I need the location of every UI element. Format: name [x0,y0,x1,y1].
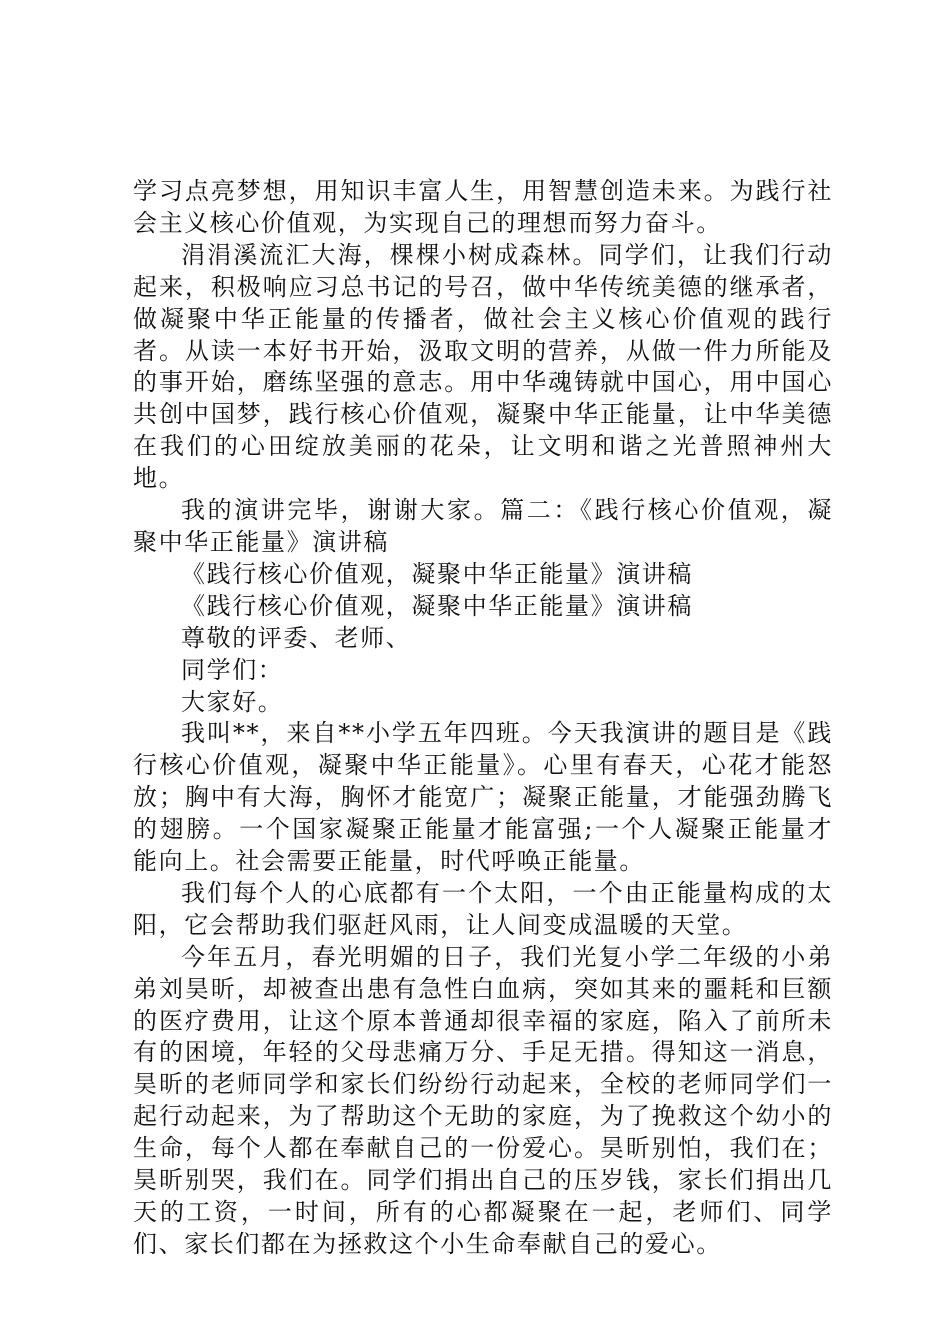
greeting: 大家好。 [181,687,284,716]
speech-title-1: 《践行核心价值观，凝聚中华正能量》演讲稿 [181,559,693,588]
document-body [133,176,833,1261]
paragraph-2: 涓涓溪流汇大海，棵棵小树成森林。同学们，让我们行动起来，积极响应习总书记的号召，做中华传统美德的继承者，做凝聚中华正能量的传播者，做社会主义核心价值观的践行者。从读一本好书开始，汲取文明的营养，从做一件力所能及的事开始，磨练坚强的意志。用中华魂铸就中国心，用中国心共创中国梦，践行核心价值观，凝聚中华正能量，让中华美德在我们的心田绽放美丽的花朵，让文明和谐之光普照神州大地。 [133,240,833,493]
paragraph-3: 我的演讲完毕，谢谢大家。篇二：《践行核心价值观，凝聚中华正能量》演讲稿 [133,496,833,556]
paragraph-11: 今年五月，春光明媚的日子，我们光复小学二年级的小弟弟刘昊昕，却被查出患有急性白血病，突如其来的噩耗和巨额的医疗费用，让这个原本普通却很幸福的家庭，陷入了前所未有的困境，年轻的父母悲痛万分、手足无措。得知这一消息，昊昕的老师同学和家长们纷纷行动起来，全校的老师同学们一起行动起来，为了帮助这个无助的家庭，为了挽救这个幼小的生命，每个人都在奉献自己的一份爱心。昊昕别怕，我们在；昊昕别哭，我们在。同学们捐出自己的压岁钱，家长们捐出几天的工资，一时间，所有的心都凝聚在一起，老师们、同学们、家长们都在为拯救这个小生命奉献自己的爱心。 [133,942,833,1258]
salutation-line-2: 同学们： [181,655,284,684]
paragraph-10: 我们每个人的心底都有一个太阳，一个由正能量构成的太阳，它会帮助我们驱赶风雨，让人间变成温暖的天堂。 [133,878,833,939]
paragraph-1: 学习点亮梦想，用知识丰富人生，用智慧创造未来。为践行社会主义核心价值观，为实现自己的理想而努力奋斗。 [133,177,833,237]
salutation-line-1: 尊敬的评委、老师、 [181,623,412,652]
paragraph-9: 我叫**，来自**小学五年四班。今天我演讲的题目是《践行核心价值观，凝聚中华正能量》。心里有春天，心花才能怒放；胸中有大海，胸怀才能宽广；凝聚正能量，才能强劲腾飞的翅膀。一个国家凝聚正能量才能富强;一个人凝聚正能量才能向上。社会需要正能量，时代呼唤正能量。 [133,719,833,876]
speech-title-2: 《践行核心价值观，凝聚中华正能量》演讲稿 [181,591,693,620]
